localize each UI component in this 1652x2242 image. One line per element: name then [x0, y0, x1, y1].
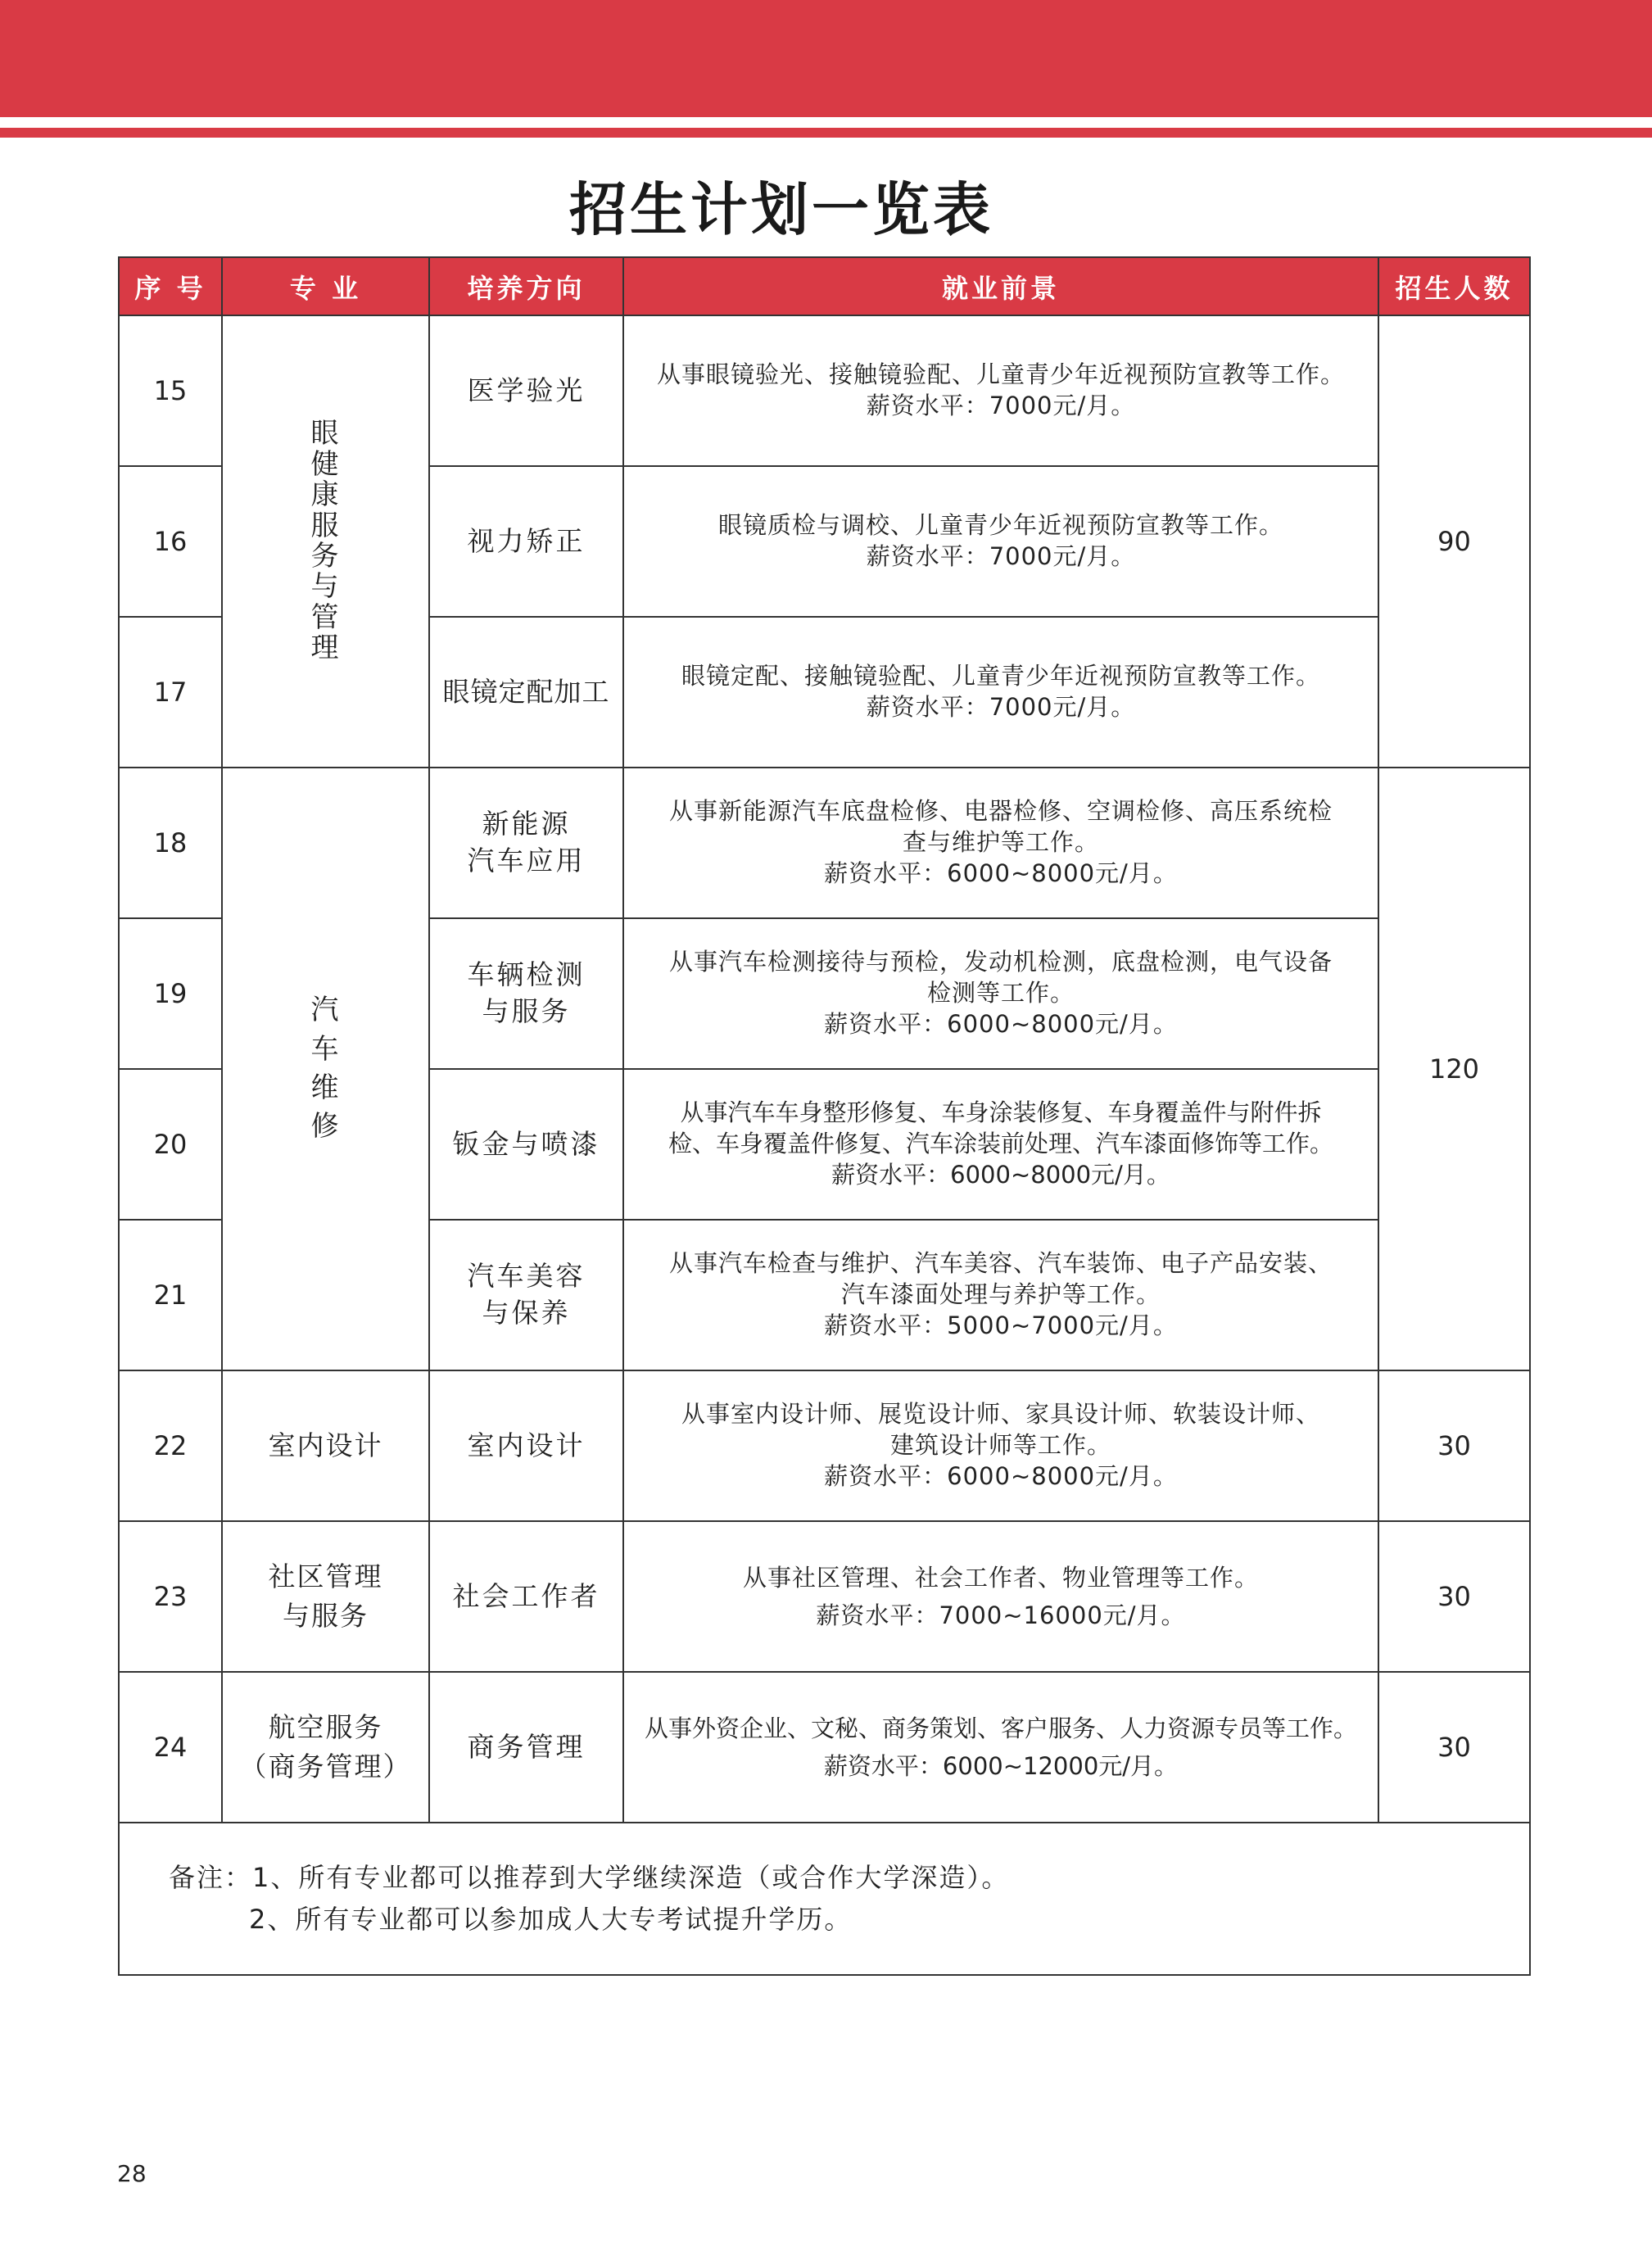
- row-seq: 19: [119, 918, 222, 1069]
- prospect-line: 查与维护等工作。: [902, 828, 1099, 857]
- row-seq: 22: [119, 1370, 222, 1521]
- major-char: 与: [310, 570, 341, 604]
- prospect-line: 眼镜定配、接触镜验配、儿童青少年近视预防宣教等工作。: [681, 662, 1320, 691]
- prospect-line: 检测等工作。: [926, 979, 1075, 1008]
- row-direction: [429, 1672, 623, 1823]
- prospect-line: 薪资水平：6000~12000元/月。: [823, 1752, 1179, 1780]
- page-number: 28: [117, 2160, 147, 2187]
- row-seq: 18: [119, 768, 222, 918]
- prospect-line: 从事汽车检查与维护、汽车美容、汽车装饰、电子产品安装、: [668, 1249, 1333, 1278]
- header-seq: 序 号: [119, 257, 222, 315]
- count-auto: 120: [1378, 768, 1530, 1370]
- prospect-line: 检、车身覆盖件修复、汽车涂装前处理、汽车漆面修饰等工作。: [668, 1130, 1333, 1158]
- direction-text: 新能源: [482, 808, 571, 840]
- direction-text: 与保养: [482, 1297, 571, 1329]
- direction-text: 室内设计: [467, 1429, 586, 1461]
- row-direction: [429, 617, 623, 768]
- major-char: 务: [310, 540, 341, 573]
- row-prospect: [623, 1220, 1378, 1370]
- table-row: [119, 315, 1530, 466]
- header-direction: 培养方向: [429, 257, 623, 315]
- prospect-line: 建筑设计师等工作。: [889, 1431, 1111, 1460]
- row-prospect: [623, 1521, 1378, 1672]
- direction-text: 与服务: [482, 995, 571, 1027]
- major-interior-design: 室内设计: [222, 1370, 429, 1521]
- row-prospect: [623, 466, 1378, 617]
- row-prospect: [623, 617, 1378, 768]
- enrollment-plan-table: [118, 256, 1531, 1976]
- major-line: 社区管理: [268, 1560, 383, 1593]
- row-direction: [429, 1521, 623, 1672]
- major-char: 管: [310, 600, 341, 634]
- prospect-line: 从事眼镜验光、接触镜验配、儿童青少年近视预防宣教等工作。: [656, 360, 1345, 389]
- header-stripe: [0, 128, 1652, 138]
- row-direction: [429, 768, 623, 918]
- row-seq: 15: [119, 315, 222, 466]
- major-line: （商务管理）: [239, 1751, 412, 1782]
- row-direction: [429, 1069, 623, 1220]
- prospect-line: 从事新能源汽车底盘检修、电器检修、空调检修、高压系统检: [668, 797, 1333, 826]
- count-community: 30: [1378, 1521, 1530, 1672]
- direction-text: 眼镜定配加工: [442, 675, 610, 708]
- row-direction: [429, 1220, 623, 1370]
- table-row: [119, 1672, 1530, 1823]
- count-eye: 90: [1378, 315, 1530, 768]
- row-seq: 16: [119, 466, 222, 617]
- major-char: 康: [310, 478, 341, 512]
- major-eye-health: [222, 315, 429, 768]
- major-auto-repair: [222, 768, 429, 1370]
- row-prospect: [623, 918, 1378, 1069]
- page-title: 招生计划一览表: [569, 176, 993, 243]
- prospect-line: 从事汽车车身整形修复、车身涂装修复、车身覆盖件与附件拆: [680, 1098, 1322, 1127]
- note-line-2: 2、所有专业都可以参加成人大专考试提升学历。: [249, 1904, 853, 1935]
- prospect-line: 汽车漆面处理与养护等工作。: [840, 1280, 1161, 1309]
- count-interior: 30: [1378, 1370, 1530, 1521]
- note-line-1: 备注：1、所有专业都可以推荐到大学继续深造（或合作大学深造）。: [169, 1861, 1010, 1893]
- row-direction: [429, 1370, 623, 1521]
- header-prospect: 就业前景: [623, 257, 1378, 315]
- row-direction: [429, 918, 623, 1069]
- prospect-line: 薪资水平：6000~8000元/月。: [824, 1461, 1178, 1490]
- major-char: 维: [310, 1071, 341, 1104]
- direction-text: 视力矫正: [467, 524, 586, 557]
- major-char: 汽: [310, 994, 341, 1027]
- table-row: [119, 768, 1530, 918]
- row-seq: 23: [119, 1521, 222, 1672]
- table-row: [119, 1521, 1530, 1672]
- prospect-line: 薪资水平：5000~7000元/月。: [824, 1311, 1178, 1339]
- table-header-row: [119, 257, 1530, 315]
- major-char: 健: [310, 447, 341, 481]
- table-row: [119, 1370, 1530, 1521]
- prospect-line: 从事汽车检测接待与预检，发动机检测，底盘检测，电气设备: [668, 948, 1333, 976]
- direction-text: 商务管理: [467, 1730, 586, 1763]
- prospect-line: 薪资水平：7000元/月。: [866, 392, 1136, 419]
- direction-text: 汽车应用: [467, 845, 586, 876]
- prospect-line: 薪资水平：6000~8000元/月。: [831, 1160, 1170, 1189]
- notes-cell: [119, 1823, 1530, 1975]
- major-line: 航空服务: [268, 1711, 383, 1744]
- major-aviation: [222, 1672, 429, 1823]
- major-line: 与服务: [283, 1600, 369, 1632]
- prospect-line: 薪资水平：6000~8000元/月。: [824, 858, 1178, 887]
- row-direction: [429, 315, 623, 466]
- direction-text: 钣金与喷漆: [452, 1127, 600, 1160]
- row-seq: 24: [119, 1672, 222, 1823]
- prospect-line: 薪资水平：7000元/月。: [866, 542, 1136, 570]
- row-prospect: [623, 1069, 1378, 1220]
- direction-text: 社会工作者: [452, 1579, 600, 1612]
- prospect-line: 从事社区管理、社会工作者、物业管理等工作。: [742, 1563, 1259, 1592]
- header-band: [0, 0, 1652, 117]
- major-char: 车: [310, 1032, 341, 1066]
- header-major: 专 业: [222, 257, 429, 315]
- direction-text: 汽车美容: [467, 1260, 586, 1293]
- count-aviation: 30: [1378, 1672, 1530, 1823]
- prospect-line: 薪资水平：6000~8000元/月。: [824, 1009, 1178, 1038]
- row-seq: 20: [119, 1069, 222, 1220]
- row-prospect: [623, 1370, 1378, 1521]
- row-seq: 21: [119, 1220, 222, 1370]
- prospect-line: 薪资水平：7000元/月。: [866, 693, 1136, 721]
- prospect-line: 薪资水平：7000~16000元/月。: [816, 1601, 1186, 1629]
- header-count: 招生人数: [1378, 257, 1530, 315]
- row-prospect: [623, 315, 1378, 466]
- prospect-line: 眼镜质检与调校、儿童青少年近视预防宣教等工作。: [717, 511, 1283, 540]
- major-char: 服: [310, 509, 341, 542]
- row-prospect: [623, 1672, 1378, 1823]
- direction-text: 医学验光: [467, 374, 586, 406]
- row-prospect: [623, 768, 1378, 918]
- prospect-line: 从事外资企业、文秘、商务策划、客户服务、人力资源专员等工作。: [644, 1714, 1357, 1742]
- major-char: 理: [310, 632, 341, 665]
- row-seq: 17: [119, 617, 222, 768]
- major-char: 修: [310, 1110, 341, 1144]
- major-char: 眼: [310, 417, 341, 451]
- notes-row: [119, 1823, 1530, 1975]
- prospect-line: 从事室内设计师、展览设计师、家具设计师、软装设计师、: [681, 1400, 1320, 1429]
- major-community: [222, 1521, 429, 1672]
- row-direction: [429, 466, 623, 617]
- direction-text: 车辆检测: [467, 958, 586, 991]
